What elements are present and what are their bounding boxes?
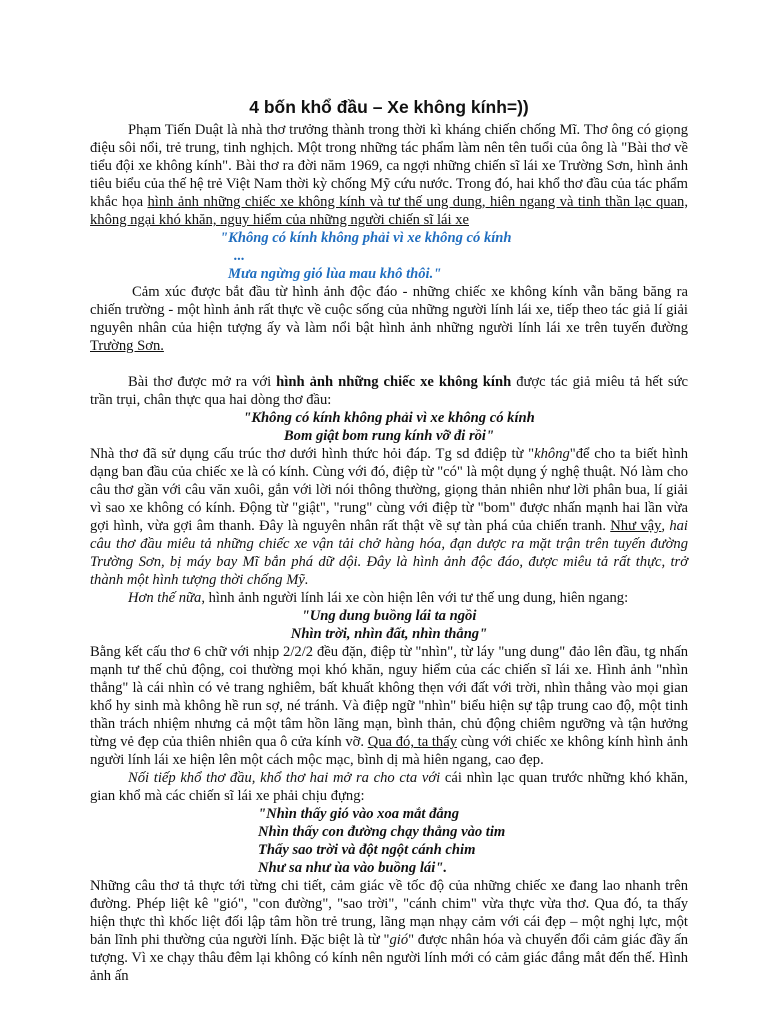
analysis1-italic-1: không xyxy=(534,446,570,462)
quote3-line-3: Thấy sao trời và đột ngột cánh chim xyxy=(258,842,476,858)
transition2-text: cái nhìn lạc quan trước những khó khăn, gian khổ mà các chiến sĩ lái xe phải chịu đựng: xyxy=(90,770,689,804)
intro-text: Phạm Tiến Duật là nhà thơ trưởng thành trong thời kì kháng chiến chống Mĩ. Thơ ông có giọng điệu sôi nổi, trẻ trung, tinh nghịch. Một trong những tác phẩm làm nên tên tuổi của ông là "Bài thơ về tiểu đội xe không kính". Bài thơ ra đời năm 1969, ca ngợi những chiến sĩ lái xe Trường Sơn, hình ảnh tiêu biểu của thế hệ trẻ Việt Nam thời kỳ chống Mỹ cứu nước. Trong đó, hai khổ thơ đầu của tác phẩm khắc họa xyxy=(90,122,688,210)
analysis2-underlined: Qua đó, ta thấy xyxy=(367,734,458,750)
analysis1-text-1: Nhà thơ đã sử dụng cấu trúc thơ dưới hình thức hỏi đáp. Tg sd đdiệp từ " xyxy=(90,446,535,462)
quote3-line-4: Như sa như ùa vào buồng lái". xyxy=(258,860,448,876)
transition2-italic: Nối tiếp khổ thơ đầu, khổ thơ hai mở ra cho cta với xyxy=(128,770,441,786)
quote2-line-1: "Ung dung buồng lái ta ngồi xyxy=(301,608,477,624)
analysis2-text-2: cùng với chiếc xe không kính hình ảnh người lính lái xe hiện lên một cách mộc mạc, bình dị mà hiên ngang, cao đẹp. xyxy=(90,734,688,768)
quote1-line-1: "Không có kính không phải vì xe không có kính xyxy=(243,410,535,426)
emotion-paragraph xyxy=(90,283,688,355)
analysis-paragraph-2 xyxy=(90,643,688,769)
blue-quote-line-2: Mưa ngừng gió lùa mau khô thôi." xyxy=(228,266,442,282)
transition1-italic: Hơn thế nữa xyxy=(128,590,202,606)
quote3-line-2: Nhìn thấy con đường chạy thẳng vào tim xyxy=(258,824,506,840)
quote2-line-2: Nhìn trời, nhìn đất, nhìn thẳng" xyxy=(290,626,488,642)
intro-underlined-text: hình ảnh những chiếc xe không kính và tư thế ung dung, hiên ngang và tinh thần lạc quan, không ngại khó khăn, nguy hiểm của những người chiến sĩ lái xe xyxy=(90,194,688,228)
opening-text-1: Bài thơ được mở ra với xyxy=(128,374,277,390)
analysis1-text-2: "để cho ta biết hình dạng ban đầu của chiếc xe là có kính. Cùng với đó, điệp từ "có" là một dụng ý nghệ thuật. Nó làm cho câu thơ gần với câu văn xuôi, gắn với lời nói thông thường, giọng thản nhiên như lời phân bua, lí giải vì sao xe không có kính. Động từ "giật", "rung" cùng với điệp từ "bom" được nhấn mạnh hai lần vừa gợi hình, vừa gợi âm thanh. Đây là nguyên nhân rất thật về sự tàn phá của chiến tranh. xyxy=(90,446,688,534)
analysis3-text-2: " được nhân hóa và chuyển đổi cảm giác đầy ấn tượng. Vì xe chạy thâu đêm lại không có kính nên người lính mới có cảm giác đắng mắt đến thế. Hình ảnh ấn xyxy=(90,932,688,984)
blue-quote-line-1: "Không có kính không phải vì xe không có kính xyxy=(220,230,512,246)
analysis2-text-1: Bằng kết cấu thơ 6 chữ với nhịp 2/2/2 đều đặn, điệp từ "nhìn", từ láy "ung dung" đảo lên đầu, tg nhấn mạnh tư thế chủ động, coi thường mọi khó khăn, nguy hiểm của các chiến sĩ lái xe. Hình ảnh "nhìn thẳng" là cái nhìn có vẻ trang nghiêm, bất khuất không thẹn với đất với trời, nhìn thẳng vào mọi gian khổ hy sinh mà không hề run sợ, né tránh. Và điệp ngữ "nhìn" biểu hiện sự tập trung cao độ, một tinh thần trách nhiệm nhưng cả một tâm hồn lãng mạn, bình thản, chủ động chiêm ngưỡng và tận hưởng từng vẻ đẹp của thiên nhiên qua ô cửa kính vỡ. xyxy=(90,644,688,750)
opening-bold-text: hình ảnh những chiếc xe không kính xyxy=(276,374,512,390)
analysis3-text-1: Những câu thơ tả thực tới từng chi tiết, cảm giác về tốc độ của những chiếc xe đang lao nhanh trên đường. Phép liệt kê "gió", "con đường", "sao trời", "cánh chim" vừa thực vừa thơ. Qua đó, ta thấy hiện thực thì khốc liệt đối lập tâm hồn trẻ trung, lãng mạn nhạy cảm với cái đẹp – một nghị lực, một bản lĩnh phi thường của người lính. Đặc biệt là từ " xyxy=(90,878,688,948)
quote3-line-1: "Nhìn thấy gió vào xoa mắt đắng xyxy=(258,806,460,822)
emotion-underlined-text: Trường Sơn. xyxy=(90,338,164,354)
analysis1-italic-2: , hai câu thơ đầu miêu tả những chiếc xe vận tải chở hàng hóa, đạn dược ra mặt trận trên tuyến đường Trường Sơn, bị máy bay Mĩ bắn phá dữ dội. Đây là hình ảnh độc đáo, được miêu tả rất thực, trở thành một hình tượng thời chống Mỹ. xyxy=(90,518,688,588)
analysis-paragraph-1 xyxy=(90,445,688,589)
transition-paragraph-2 xyxy=(90,769,688,805)
analysis3-italic: gió xyxy=(389,932,409,948)
transition1-text: , hình ảnh người lính lái xe còn hiện lên với tư thế ung dung, hiên ngang: xyxy=(201,590,629,606)
transition-paragraph-1 xyxy=(90,589,688,607)
document-title: 4 bốn khổ đầu – Xe không kính=)) xyxy=(249,97,529,117)
paragraph-gap xyxy=(90,355,688,373)
blue-quote-ellipsis: ... xyxy=(234,248,245,264)
quote1-line-2: Bom giật bom rung kính vỡ đi rồi" xyxy=(283,428,495,444)
emotion-text: Cảm xúc được bắt đầu từ hình ảnh độc đáo - những chiếc xe không kính vẫn băng băng ra chiến trường - một hình ảnh rất thực về cuộc sống của những người lính lái xe, tiếp theo tác giả lí giải nguyên nhân của hiện tượng ấy và làm nổi bật hình ảnh những người lính lái xe trên tuyến đường xyxy=(90,284,688,336)
intro-paragraph xyxy=(90,121,688,229)
analysis-paragraph-3 xyxy=(90,877,688,985)
opening-text-2: được tác giả miêu tả hết sức trần trụi, chân thực qua hai dòng thơ đầu: xyxy=(90,374,689,408)
opening-paragraph xyxy=(90,373,688,409)
analysis1-underlined: Như vậy xyxy=(610,518,662,534)
